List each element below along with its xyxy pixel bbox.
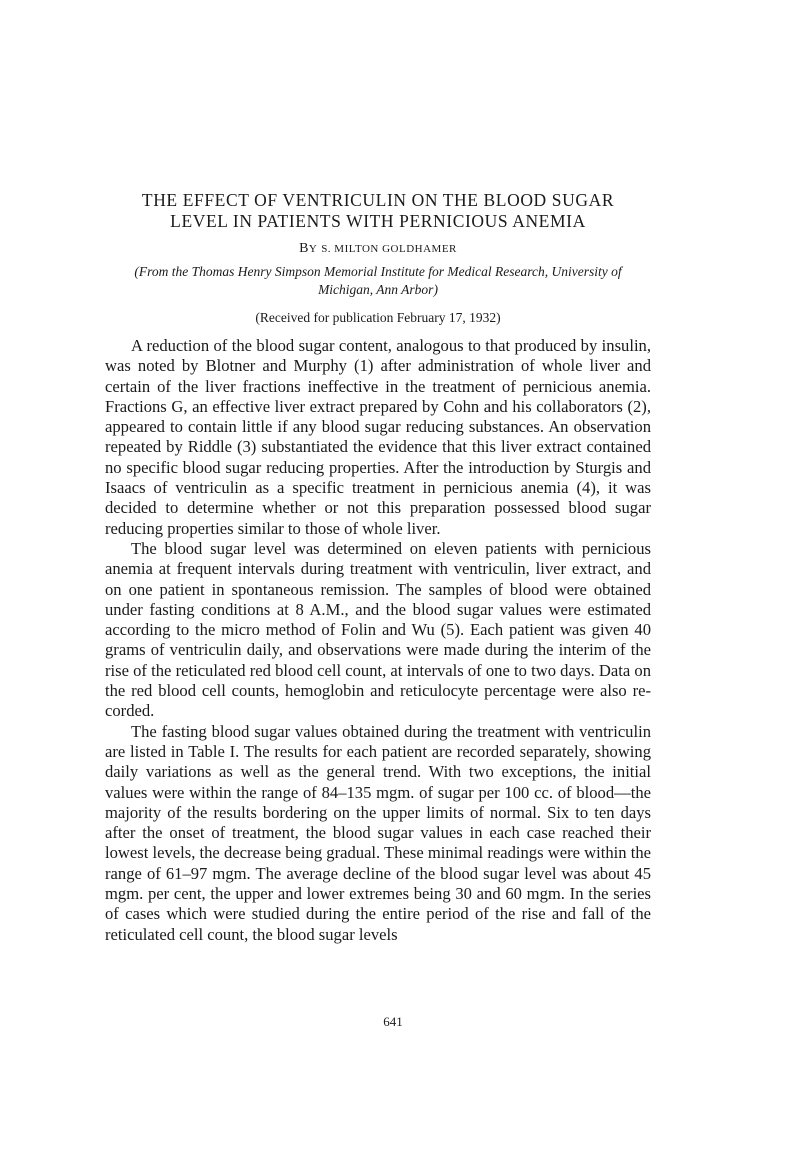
body-paragraph: The fasting blood sugar values obtained during the treatment with ventriculin are listed in Table I. The results for each patient are recorded separately, showing daily variations as well as the general trend. With two exceptions, the initial values were within the range of 84–135 mgm. of sugar per 100 cc. of blood—the majority of the results bordering on the upper limits of normal. Six to ten days after the onset of treatment, the blood sugar values in each case reached their lowest levels, the decrease being gradual. These minimal readings were within the range of 61–97 mgm. The average decline of the blood sugar level was about 45 mgm. per cent, the upper and lower extremes being 30 and 60 mgm. In the series of cases which were studied during the entire period of the rise and fall of the reticulated cell count, the blood sugar levels: [105, 721, 651, 944]
title-line-2: LEVEL IN PATIENTS WITH PERNICIOUS ANEMIA: [170, 211, 586, 231]
author-affiliation: [105, 263, 651, 299]
article-title: [105, 190, 651, 232]
byline-by-initial: B: [299, 241, 309, 256]
body-paragraph: The blood sugar level was determined on eleven patients with pernicious anemia at frequent intervals during treatment with ventriculin, liver extract, and on one patient in spontaneous remission. The samples of blood were obtained under fasting conditions at 8 A.M., and the blood sugar values were estimated according to the micro method of Folin and Wu (5). Each patient was given 40 grams of ventriculin daily, and observations were made during the interim of the rise of the reticulated red blood cell count, at intervals of one to two days. Data on the red blood cell counts, hemoglobin and reticulocyte percentage were also recorded.: [105, 538, 651, 721]
author-name: S. MILTON GOLDHAMER: [321, 243, 457, 255]
page-number: 641: [383, 1014, 403, 1029]
body-paragraph: A reduction of the blood sugar content, analogous to that produced by insulin, was noted by Blotner and Murphy (1) after administration of whole liver and certain of the liver fractions ineffective in the treatment of pernicious anemia. Fractions G, an effective liver extract prepared by Cohn and his collaborators (2), appeared to contain little if any blood sugar reducing substances. An observation repeated by Riddle (3) substantiated the evidence that this liver extract contained no specific blood sugar reducing properties. After the introduction by Sturgis and Isaacs of ventriculin as a specific treatment in pernicious anemia (4), it was decided to determine whether or not this preparation possessed blood sugar reducing properties similar to those of whole liver.: [105, 336, 651, 538]
author-byline: [105, 241, 651, 257]
article-body: [105, 336, 651, 945]
received-date: (Received for publication February 17, 1932): [255, 310, 501, 325]
byline-by-rest: Y: [308, 243, 318, 255]
title-line-1: THE EFFECT OF VENTRICULIN ON THE BLOOD SUGAR: [141, 190, 615, 210]
affiliation-line-2: Michigan, Ann Arbor): [318, 282, 438, 297]
article-page: [105, 190, 651, 945]
affiliation-line-1: (From the Thomas Henry Simpson Memorial Institute for Medical Research, University of: [134, 264, 622, 279]
